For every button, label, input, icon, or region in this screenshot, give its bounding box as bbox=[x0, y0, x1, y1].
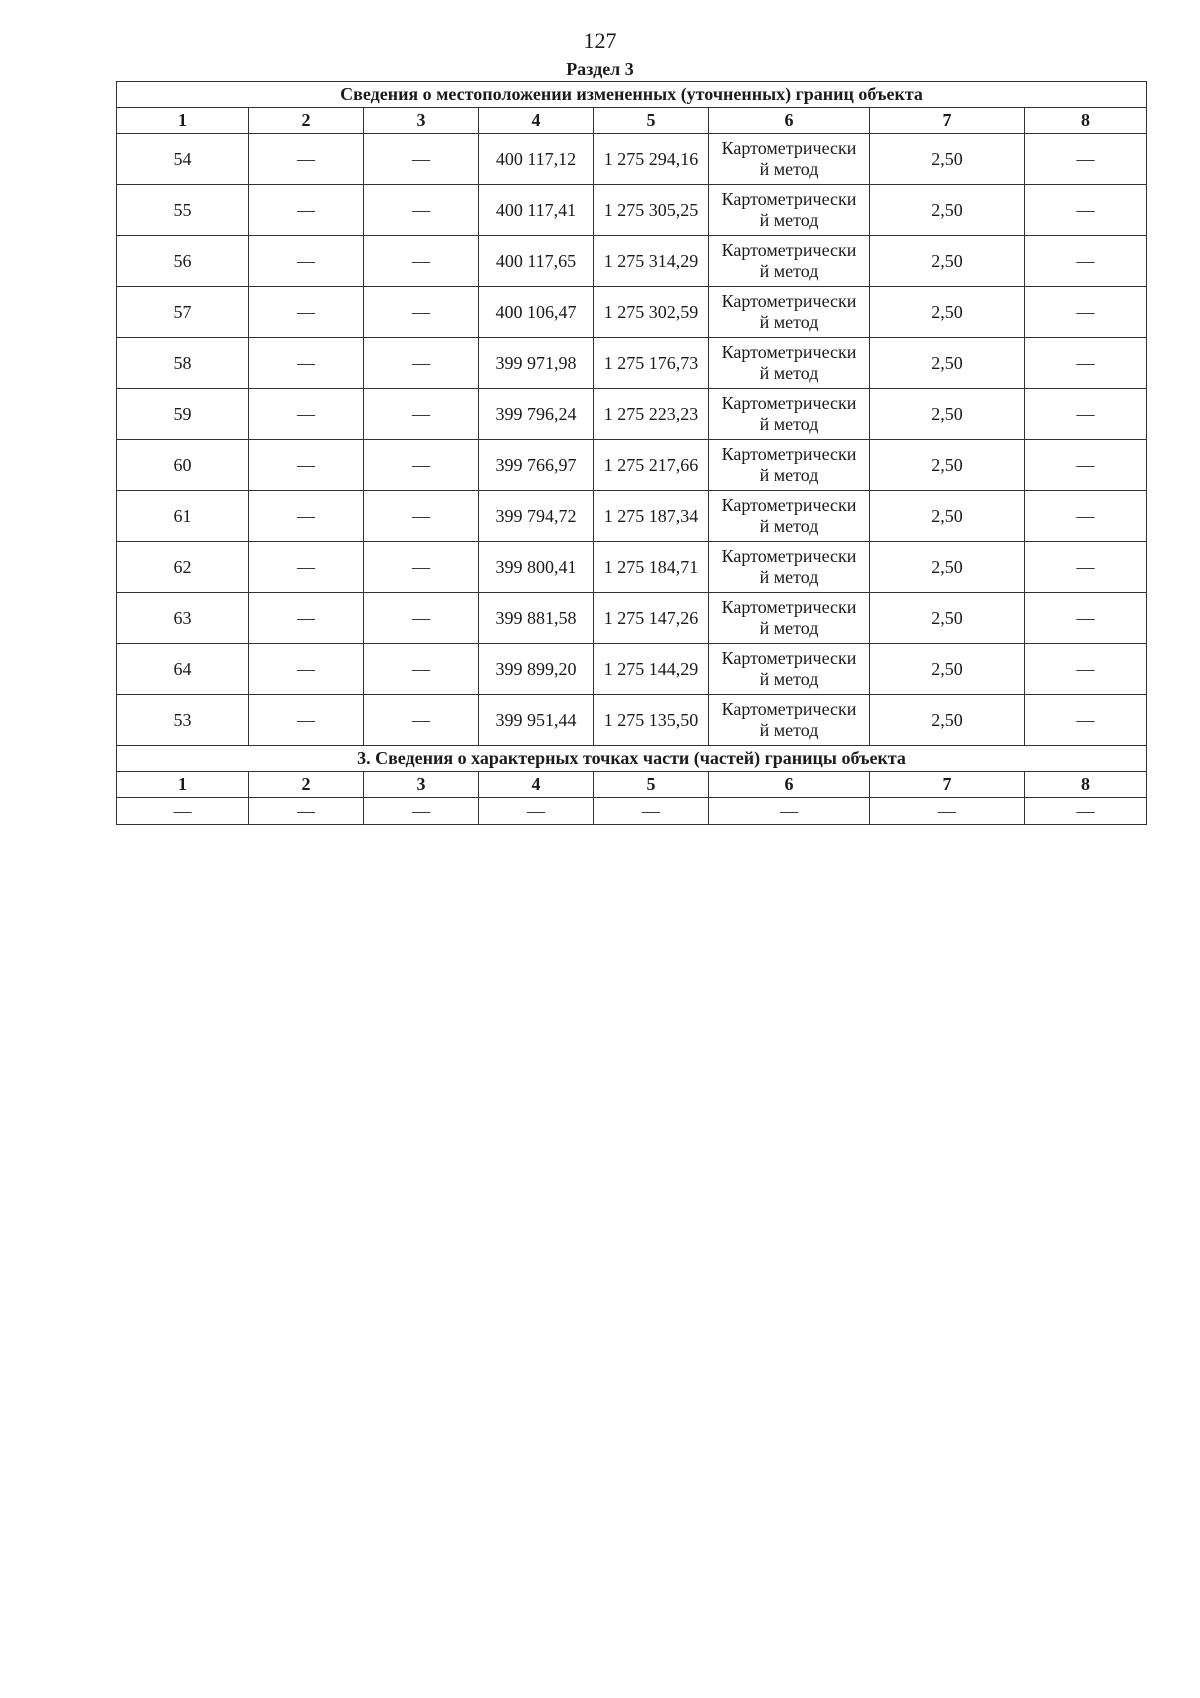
table-cell: — bbox=[364, 593, 479, 644]
table-cell: 62 bbox=[117, 542, 249, 593]
table-cell: 400 117,12 bbox=[479, 134, 594, 185]
table-cell: 1 275 217,66 bbox=[594, 440, 709, 491]
table-cell: — bbox=[1025, 542, 1147, 593]
table-cell: 56 bbox=[117, 236, 249, 287]
table-cell: 400 106,47 bbox=[479, 287, 594, 338]
table-cell: — bbox=[249, 236, 364, 287]
table-cell: 1 275 314,29 bbox=[594, 236, 709, 287]
table-cell: 2,50 bbox=[870, 593, 1025, 644]
table-cell: 1 275 135,50 bbox=[594, 695, 709, 746]
table-cell: 399 881,58 bbox=[479, 593, 594, 644]
table-cell: 58 bbox=[117, 338, 249, 389]
method-cell bbox=[709, 236, 870, 287]
table-cell: — bbox=[364, 338, 479, 389]
table-cell: — bbox=[479, 798, 594, 825]
method-cell bbox=[709, 440, 870, 491]
table-row bbox=[117, 695, 1147, 746]
column-header: 8 bbox=[1025, 772, 1147, 798]
table-cell: 55 bbox=[117, 185, 249, 236]
table-cell: — bbox=[594, 798, 709, 825]
method-text: Картометрически bbox=[721, 342, 857, 362]
table-title: Сведения о местоположении измененных (уточненных) границ объекта bbox=[117, 82, 1147, 108]
parts-table-title: 3. Сведения о характерных точках части (частей) границы объекта bbox=[117, 746, 1147, 772]
column-header: 7 bbox=[870, 108, 1025, 134]
table-cell: 2,50 bbox=[870, 338, 1025, 389]
method-text: й метод bbox=[759, 720, 819, 740]
table-cell: — bbox=[870, 798, 1025, 825]
table-cell: — bbox=[1025, 236, 1147, 287]
table-cell: 399 794,72 bbox=[479, 491, 594, 542]
column-header: 3 bbox=[364, 108, 479, 134]
method-text: Картометрически bbox=[721, 393, 857, 413]
column-header: 4 bbox=[479, 772, 594, 798]
method-text: й метод bbox=[759, 210, 819, 230]
method-text: й метод bbox=[759, 618, 819, 638]
method-text: Картометрически bbox=[721, 597, 857, 617]
table-cell: — bbox=[249, 798, 364, 825]
table-cell: 2,50 bbox=[870, 695, 1025, 746]
method-text: й метод bbox=[759, 261, 819, 281]
method-text: Картометрически bbox=[721, 444, 857, 464]
table-cell: 1 275 184,71 bbox=[594, 542, 709, 593]
method-cell bbox=[709, 185, 870, 236]
method-cell bbox=[709, 287, 870, 338]
table-row bbox=[117, 542, 1147, 593]
table-row bbox=[117, 644, 1147, 695]
page-number: 127 bbox=[583, 28, 617, 53]
table-row bbox=[117, 338, 1147, 389]
parts-empty-row bbox=[117, 798, 1147, 825]
table-cell: — bbox=[249, 644, 364, 695]
table-cell: — bbox=[249, 440, 364, 491]
table-cell: — bbox=[364, 389, 479, 440]
table-cell: — bbox=[364, 695, 479, 746]
table-cell: — bbox=[249, 338, 364, 389]
column-header: 3 bbox=[364, 772, 479, 798]
method-text: й метод bbox=[759, 159, 819, 179]
table-title-row bbox=[117, 82, 1147, 108]
table-cell: — bbox=[1025, 798, 1147, 825]
method-text: й метод bbox=[759, 312, 819, 332]
table-cell: 399 971,98 bbox=[479, 338, 594, 389]
method-text: й метод bbox=[759, 363, 819, 383]
table-cell: 399 899,20 bbox=[479, 644, 594, 695]
table-cell: — bbox=[1025, 644, 1147, 695]
method-text: Картометрически bbox=[721, 189, 857, 209]
table-cell: 1 275 147,26 bbox=[594, 593, 709, 644]
method-cell bbox=[709, 644, 870, 695]
table-cell: — bbox=[249, 134, 364, 185]
table-cell: 399 951,44 bbox=[479, 695, 594, 746]
table-cell: — bbox=[364, 287, 479, 338]
method-text: й метод bbox=[759, 669, 819, 689]
column-header: 4 bbox=[479, 108, 594, 134]
method-cell bbox=[709, 389, 870, 440]
table-cell: — bbox=[364, 798, 479, 825]
column-header: 7 bbox=[870, 772, 1025, 798]
section-title: Раздел 3 bbox=[566, 59, 634, 79]
table-cell: 53 bbox=[117, 695, 249, 746]
method-cell bbox=[709, 134, 870, 185]
table-cell: — bbox=[364, 185, 479, 236]
table-cell: — bbox=[249, 491, 364, 542]
method-text: Картометрически bbox=[721, 495, 857, 515]
method-cell bbox=[709, 695, 870, 746]
table-cell: — bbox=[249, 389, 364, 440]
method-cell bbox=[709, 491, 870, 542]
table-cell: — bbox=[709, 798, 870, 825]
table-cell: 63 bbox=[117, 593, 249, 644]
table-row bbox=[117, 440, 1147, 491]
table-cell: 2,50 bbox=[870, 542, 1025, 593]
table-cell: — bbox=[364, 644, 479, 695]
method-text: й метод bbox=[759, 414, 819, 434]
table-cell: 2,50 bbox=[870, 491, 1025, 542]
table-row bbox=[117, 236, 1147, 287]
table-cell: — bbox=[1025, 287, 1147, 338]
table-cell: 2,50 bbox=[870, 644, 1025, 695]
column-header: 2 bbox=[249, 772, 364, 798]
table-cell: 1 275 144,29 bbox=[594, 644, 709, 695]
table-cell: 399 766,97 bbox=[479, 440, 594, 491]
table-cell: 1 275 187,34 bbox=[594, 491, 709, 542]
table-cell: 2,50 bbox=[870, 185, 1025, 236]
method-text: Картометрически bbox=[721, 648, 857, 668]
table-cell: 399 796,24 bbox=[479, 389, 594, 440]
table-cell: — bbox=[1025, 593, 1147, 644]
table-cell: 400 117,41 bbox=[479, 185, 594, 236]
column-header: 6 bbox=[709, 772, 870, 798]
table-cell: — bbox=[1025, 389, 1147, 440]
table-row bbox=[117, 491, 1147, 542]
table-cell: 61 bbox=[117, 491, 249, 542]
column-header-row bbox=[117, 108, 1147, 134]
method-cell bbox=[709, 338, 870, 389]
table-cell: — bbox=[249, 287, 364, 338]
method-cell bbox=[709, 593, 870, 644]
table-cell: — bbox=[1025, 491, 1147, 542]
table-cell: 2,50 bbox=[870, 389, 1025, 440]
column-header: 1 bbox=[117, 108, 249, 134]
table-cell: — bbox=[249, 542, 364, 593]
table-cell: — bbox=[249, 695, 364, 746]
table-cell: 1 275 302,59 bbox=[594, 287, 709, 338]
table-cell: 59 bbox=[117, 389, 249, 440]
parts-column-header-row bbox=[117, 772, 1147, 798]
method-text: Картометрически bbox=[721, 699, 857, 719]
table-cell: — bbox=[1025, 695, 1147, 746]
table-cell: — bbox=[1025, 338, 1147, 389]
table-cell: 60 bbox=[117, 440, 249, 491]
table-cell: 54 bbox=[117, 134, 249, 185]
table-cell: — bbox=[364, 542, 479, 593]
method-cell bbox=[709, 542, 870, 593]
table-cell: 2,50 bbox=[870, 134, 1025, 185]
column-header: 6 bbox=[709, 108, 870, 134]
method-text: й метод bbox=[759, 516, 819, 536]
table-cell: 1 275 176,73 bbox=[594, 338, 709, 389]
table-cell: — bbox=[364, 440, 479, 491]
table-cell: — bbox=[364, 236, 479, 287]
table-cell: 1 275 223,23 bbox=[594, 389, 709, 440]
table-cell: 2,50 bbox=[870, 287, 1025, 338]
table-row bbox=[117, 389, 1147, 440]
table-cell: — bbox=[249, 185, 364, 236]
table-cell: — bbox=[364, 491, 479, 542]
column-header: 1 bbox=[117, 772, 249, 798]
table-cell: 1 275 294,16 bbox=[594, 134, 709, 185]
table-cell: 64 bbox=[117, 644, 249, 695]
column-header: 2 bbox=[249, 108, 364, 134]
method-text: Картометрически bbox=[721, 138, 857, 158]
column-header: 5 bbox=[594, 108, 709, 134]
method-text: й метод bbox=[759, 465, 819, 485]
table-cell: 2,50 bbox=[870, 440, 1025, 491]
table-cell: 2,50 bbox=[870, 236, 1025, 287]
method-text: Картометрически bbox=[721, 291, 857, 311]
table-row bbox=[117, 593, 1147, 644]
table-cell: — bbox=[117, 798, 249, 825]
table-row bbox=[117, 134, 1147, 185]
table-row bbox=[117, 287, 1147, 338]
table-cell: 399 800,41 bbox=[479, 542, 594, 593]
table-cell: — bbox=[1025, 440, 1147, 491]
parts-title-row bbox=[117, 746, 1147, 772]
method-text: Картометрически bbox=[721, 546, 857, 566]
method-text: й метод bbox=[759, 567, 819, 587]
table-cell: 1 275 305,25 bbox=[594, 185, 709, 236]
table-cell: 57 bbox=[117, 287, 249, 338]
table-cell: — bbox=[364, 134, 479, 185]
table-row bbox=[117, 185, 1147, 236]
table-cell: — bbox=[1025, 185, 1147, 236]
column-header: 8 bbox=[1025, 108, 1147, 134]
table-cell: — bbox=[1025, 134, 1147, 185]
method-text: Картометрически bbox=[721, 240, 857, 260]
table-cell: 400 117,65 bbox=[479, 236, 594, 287]
boundary-table bbox=[116, 81, 1147, 825]
column-header: 5 bbox=[594, 772, 709, 798]
table-cell: — bbox=[249, 593, 364, 644]
